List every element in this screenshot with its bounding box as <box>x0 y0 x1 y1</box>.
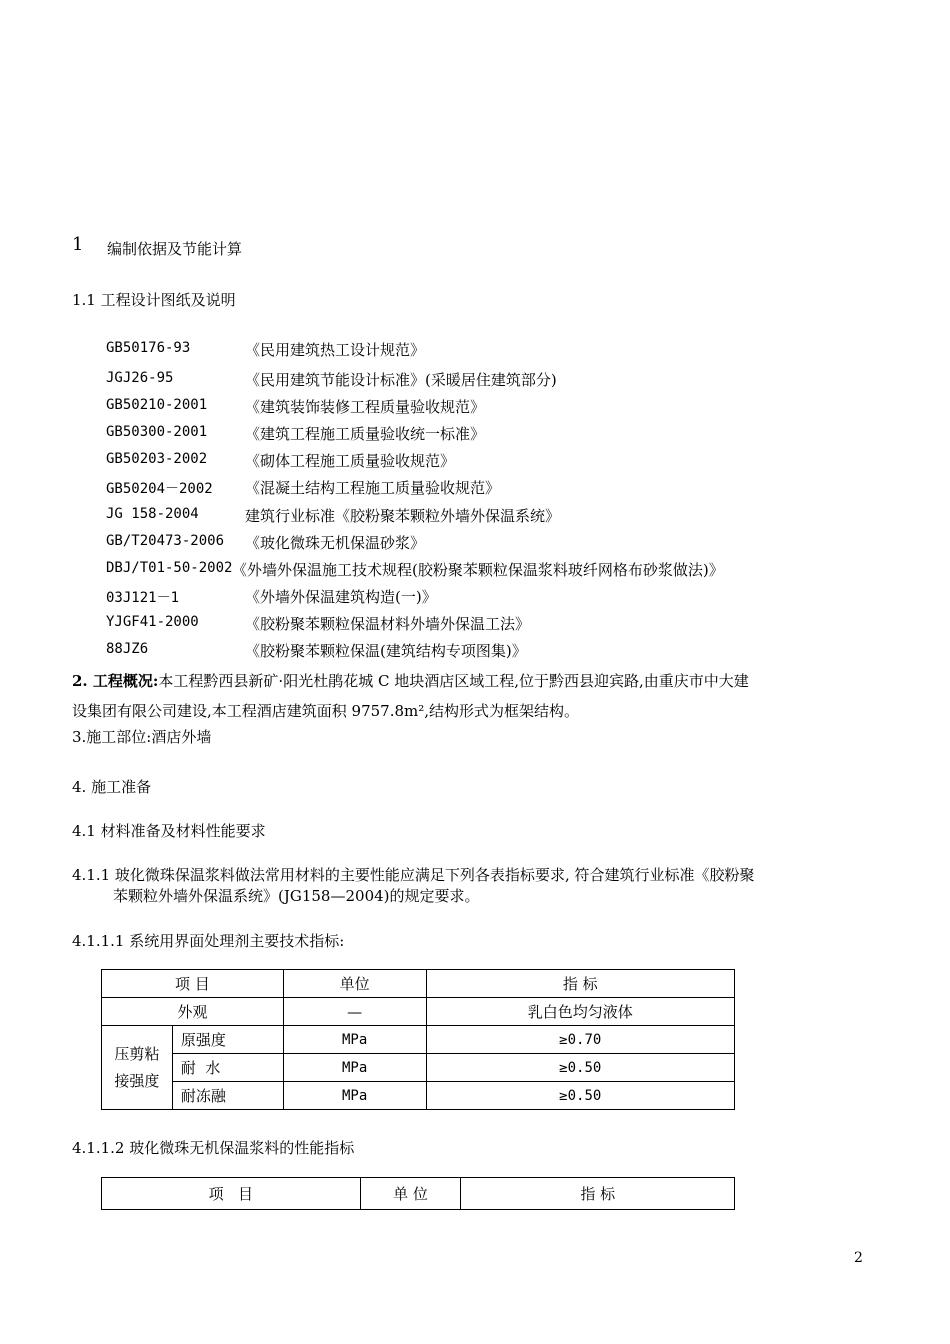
para-4-1-1-line1: 4.1.1 玻化微珠保温浆料做法常用材料的主要性能应满足下列各表指标要求, 符合建筑行业标准《胶粉聚 <box>72 866 755 884</box>
overview-paragraph <box>72 670 749 691</box>
overview-label: 2. 工程概况: <box>72 672 159 690</box>
group-label-line1: 压剪粘 <box>114 1044 160 1063</box>
standard-title: 《民用建筑节能设计标准》(采暖居住建筑部分) <box>245 371 557 389</box>
cell-unit: MPa <box>283 1026 426 1054</box>
overview-text: 本工程黔西县新矿·阳光杜鹃花城 C 地块酒店区域工程,位于黔西县迎宾路,由重庆市中大建 <box>158 672 749 690</box>
table-row <box>102 998 735 1026</box>
table-header-row <box>102 970 735 998</box>
cell-item: 耐冻融 <box>172 1082 283 1110</box>
standard-title: 《民用建筑热工设计规范》 <box>245 341 426 359</box>
standard-code: 03J121－1 <box>106 590 180 606</box>
standard-code: GB/T20473-2006 <box>106 533 225 549</box>
standard-code: GB50204－2002 <box>106 481 213 497</box>
cell-unit: — <box>283 998 426 1026</box>
standard-code: YJGF41-2000 <box>106 614 199 630</box>
insulation-slurry-table <box>101 1177 735 1210</box>
section4-title: 4. 施工准备 <box>72 778 152 796</box>
para-4-1-1-line2: 苯颗粒外墙外保温系统》(JG158—2004)的规定要求。 <box>113 887 480 905</box>
header-unit: 单位 <box>283 970 426 998</box>
table-header-row <box>102 1178 735 1210</box>
standard-title: 《建筑工程施工质量验收统一标准》 <box>245 425 486 443</box>
standard-title: 《砌体工程施工质量验收规范》 <box>245 452 456 470</box>
section-number: 1 <box>72 234 84 255</box>
standard-title: 《胶粉聚苯颗粒保温(建筑结构专项图集)》 <box>245 642 527 660</box>
standard-code: GB50176-93 <box>106 340 191 356</box>
cell-index: ≥0.50 <box>426 1054 734 1082</box>
header-item: 项 目 <box>102 1178 361 1210</box>
page-number: 2 <box>854 1250 863 1266</box>
cell-index: ≥0.50 <box>426 1082 734 1110</box>
section4-1-title: 4.1 材料准备及材料性能要求 <box>72 822 266 840</box>
header-unit: 单 位 <box>360 1178 461 1210</box>
standard-title: 《胶粉聚苯颗粒保温材料外墙外保温工法》 <box>245 615 531 633</box>
header-item: 项 目 <box>102 970 284 998</box>
subsection-title: 1.1 工程设计图纸及说明 <box>72 291 236 309</box>
standard-code: JGJ26-95 <box>106 370 174 386</box>
standard-title: 建筑行业标准《胶粉聚苯颗粒外墙外保温系统》 <box>245 507 561 525</box>
standard-code: GB50300-2001 <box>106 424 208 440</box>
site-line: 3.施工部位:酒店外墙 <box>72 728 212 746</box>
standard-title: 《建筑装饰装修工程质量验收规范》 <box>245 398 486 416</box>
standard-code: DBJ/T01-50-2002 <box>106 560 233 576</box>
standard-title: 《混凝土结构工程施工质量验收规范》 <box>245 479 501 497</box>
cell-item: 耐 水 <box>172 1054 283 1082</box>
standard-code: GB50203-2002 <box>106 451 208 467</box>
standard-title: 《外墙外保温施工技术规程(胶粉聚苯颗粒保温浆料玻纤网格布砂浆做法)》 <box>232 561 724 579</box>
heading-4-1-1-1: 4.1.1.1 系统用界面处理剂主要技术指标: <box>72 932 345 950</box>
standard-code: JG 158-2004 <box>106 506 199 522</box>
heading-4-1-1-2: 4.1.1.2 玻化微珠无机保温浆料的性能指标 <box>72 1139 355 1157</box>
section-title: 编制依据及节能计算 <box>107 240 243 258</box>
header-index: 指 标 <box>426 970 734 998</box>
group-label <box>102 1026 173 1110</box>
cell-unit: MPa <box>283 1082 426 1110</box>
cell-index: 乳白色均匀液体 <box>426 998 734 1026</box>
overview-line2: 设集团有限公司建设,本工程酒店建筑面积 9757.8m²,结构形式为框架结构。 <box>72 702 580 720</box>
standard-code: GB50210-2001 <box>106 397 208 413</box>
header-index: 指 标 <box>461 1178 735 1210</box>
table-row <box>102 1026 735 1054</box>
table-row <box>102 1054 735 1082</box>
cell-item: 原强度 <box>172 1026 283 1054</box>
interface-agent-table <box>101 969 735 1110</box>
cell-unit: MPa <box>283 1054 426 1082</box>
cell-item: 外观 <box>102 998 284 1026</box>
cell-index: ≥0.70 <box>426 1026 734 1054</box>
group-label-line2: 接强度 <box>114 1071 160 1090</box>
standard-title: 《外墙外保温建筑构造(一)》 <box>245 588 437 606</box>
standard-code: 88JZ6 <box>106 641 149 657</box>
standard-title: 《玻化微珠无机保温砂浆》 <box>245 534 426 552</box>
table-row <box>102 1082 735 1110</box>
